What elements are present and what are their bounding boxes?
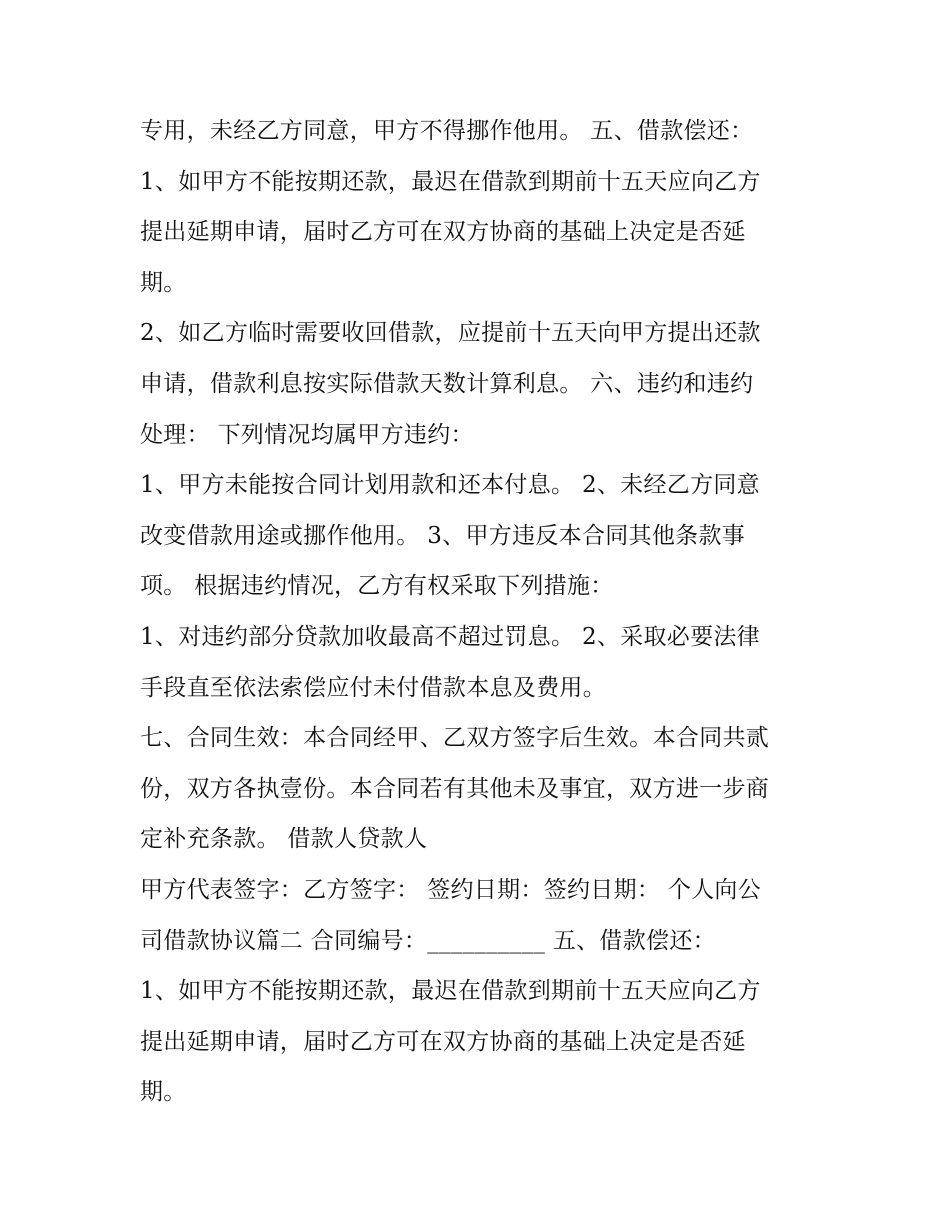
text-line: 1、如甲方不能按期还款，最迟在借款到期前十五天应向乙方 bbox=[140, 168, 761, 195]
text-line: 提出延期申请，届时乙方可在双方协商的基础上决定是否延 bbox=[140, 219, 746, 246]
document-body bbox=[140, 106, 820, 1118]
text-line: 七、合同生效：本合同经甲、乙双方签字后生效。本合同共贰 bbox=[140, 725, 770, 752]
text-line: 1、如甲方不能按期还款，最迟在借款到期前十五天应向乙方 bbox=[140, 978, 761, 1005]
text-line: 处理： 下列情况均属甲方违约： bbox=[140, 421, 474, 448]
text-line: 1、对违约部分贷款加收最高不超过罚息。 2、采取必要法律 bbox=[140, 623, 760, 650]
text-line: 甲方代表签字：乙方签字： 签约日期：签约日期： 个人向公 bbox=[140, 876, 762, 903]
text-line: 份，双方各执壹份。本合同若有其他未及事宜，双方进一步商 bbox=[140, 775, 770, 802]
text-line: 期。 bbox=[140, 269, 187, 296]
text-line: 手段直至依法索偿应付未付借款本息及费用。 bbox=[140, 674, 606, 701]
text-line: 专用，未经乙方同意，甲方不得挪作他用。 五、借款偿还： bbox=[140, 118, 754, 144]
text-line: 申请，借款利息按实际借款天数计算利息。 六、违约和违约 bbox=[140, 370, 754, 397]
text-line: 期。 bbox=[140, 1079, 187, 1106]
text-line: 司借款协议篇二 合同编号：__________ 五、借款偿还： bbox=[140, 927, 716, 954]
text-line: 提出延期申请，届时乙方可在双方协商的基础上决定是否延 bbox=[140, 1028, 746, 1055]
text-line: 定补充条款。 借款人贷款人 bbox=[140, 826, 428, 853]
text-line: 改变借款用途或挪作他用。 3、甲方违反本合同其他条款事 bbox=[140, 522, 746, 549]
text-line: 项。 根据违约情况，乙方有权采取下列措施： bbox=[140, 573, 614, 600]
text-line: 1、甲方未能按合同计划用款和还本付息。 2、未经乙方同意 bbox=[140, 472, 760, 499]
text-line: 2、如乙方临时需要收回借款，应提前十五天向甲方提出还款 bbox=[140, 320, 761, 347]
